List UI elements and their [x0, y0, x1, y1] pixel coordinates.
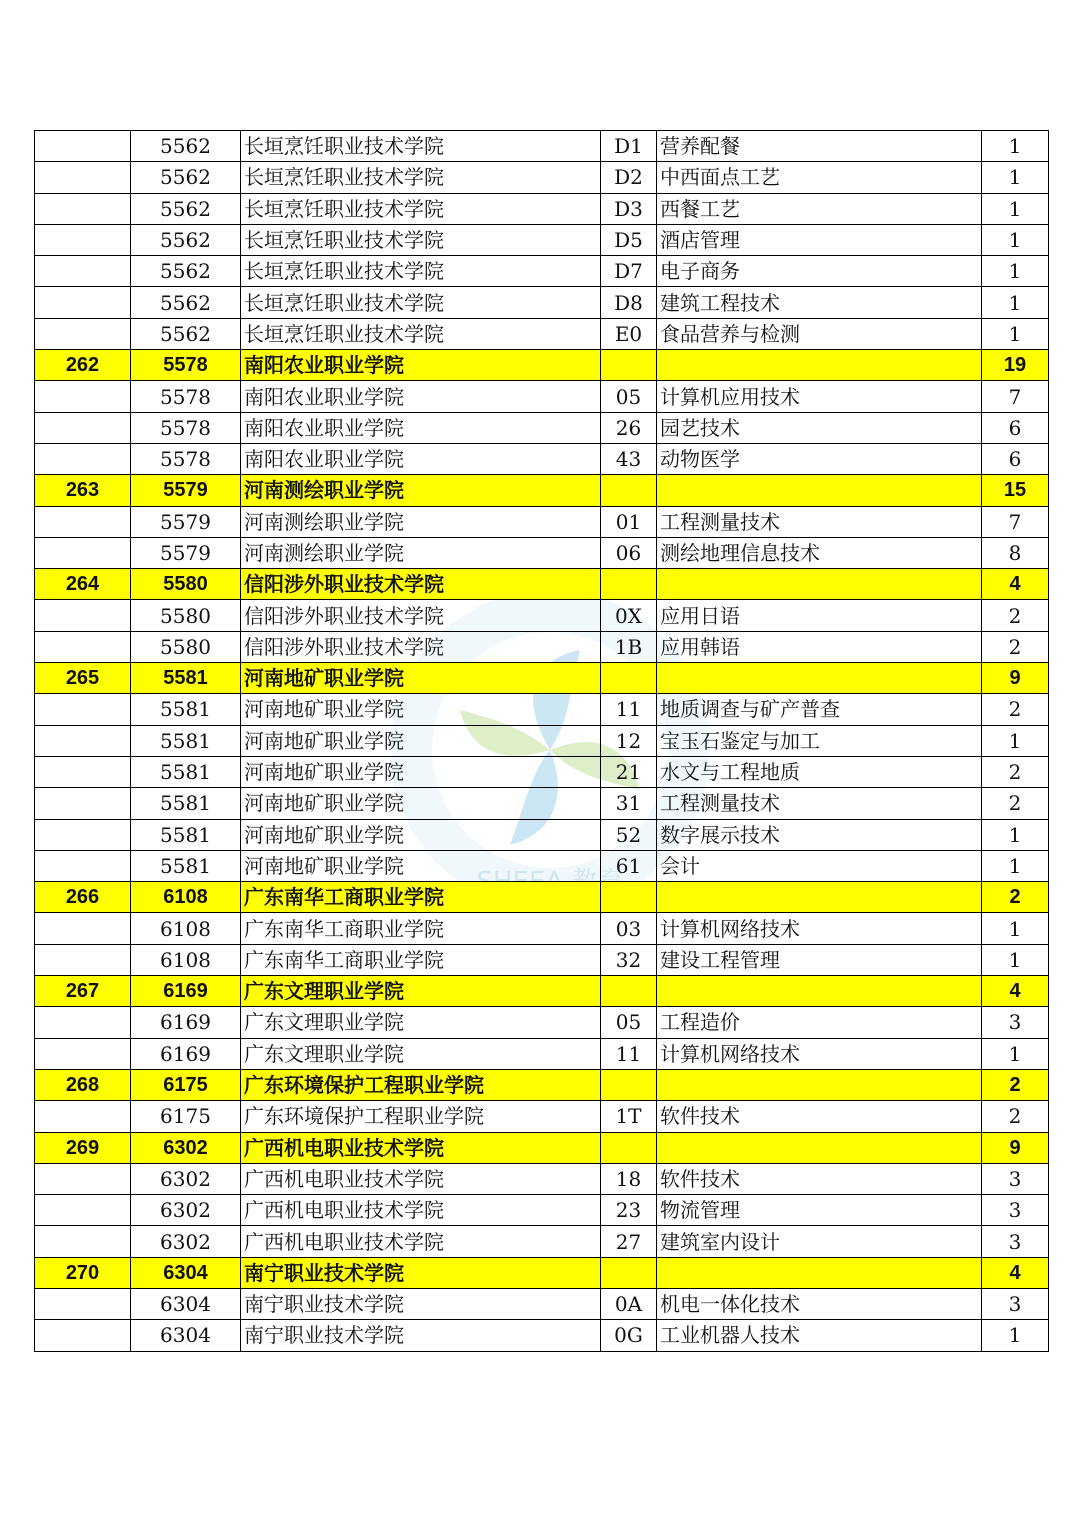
school-code-cell: 5581	[131, 756, 241, 787]
major-code-cell	[601, 882, 657, 913]
index-cell	[35, 788, 131, 819]
school-name-cell: 南阳农业职业学院	[241, 443, 601, 474]
school-code-cell: 6304	[131, 1257, 241, 1288]
quota-count-cell: 2	[982, 756, 1049, 787]
school-code-cell: 6169	[131, 1007, 241, 1038]
major-name-cell: 食品营养与检测	[657, 318, 982, 349]
major-row	[35, 1320, 1049, 1351]
major-name-cell: 酒店管理	[657, 224, 982, 255]
major-code-cell: 05	[601, 1007, 657, 1038]
school-code-cell: 6175	[131, 1069, 241, 1100]
school-code-cell: 5579	[131, 475, 241, 506]
major-code-cell: 0X	[601, 600, 657, 631]
index-cell	[35, 506, 131, 537]
index-cell	[35, 381, 131, 412]
major-row	[35, 694, 1049, 725]
major-name-cell: 建筑室内设计	[657, 1226, 982, 1257]
school-name-cell: 河南地矿职业学院	[241, 725, 601, 756]
major-row	[35, 224, 1049, 255]
school-code-cell: 5580	[131, 600, 241, 631]
quota-count-cell: 3	[982, 1007, 1049, 1038]
major-name-cell: 西餐工艺	[657, 193, 982, 224]
quota-count-cell: 1	[982, 725, 1049, 756]
quota-count-cell: 1	[982, 1320, 1049, 1351]
quota-count-cell: 1	[982, 287, 1049, 318]
major-name-cell: 计算机网络技术	[657, 1038, 982, 1069]
school-summary-row	[35, 1257, 1049, 1288]
school-summary-row	[35, 882, 1049, 913]
major-row	[35, 1038, 1049, 1069]
school-name-cell: 南阳农业职业学院	[241, 412, 601, 443]
school-code-cell: 5578	[131, 443, 241, 474]
school-name-cell: 广东南华工商职业学院	[241, 944, 601, 975]
school-name-cell: 长垣烹饪职业技术学院	[241, 162, 601, 193]
major-name-cell	[657, 1257, 982, 1288]
school-summary-row	[35, 663, 1049, 694]
major-code-cell: 27	[601, 1226, 657, 1257]
index-cell	[35, 1288, 131, 1319]
school-name-cell: 长垣烹饪职业技术学院	[241, 131, 601, 162]
quota-count-cell: 1	[982, 913, 1049, 944]
major-code-cell: 1B	[601, 631, 657, 662]
major-row	[35, 412, 1049, 443]
major-name-cell: 工业机器人技术	[657, 1320, 982, 1351]
major-row	[35, 1226, 1049, 1257]
major-row	[35, 287, 1049, 318]
school-code-cell: 5579	[131, 506, 241, 537]
school-name-cell: 河南地矿职业学院	[241, 694, 601, 725]
index-cell: 270	[35, 1257, 131, 1288]
quota-count-cell: 3	[982, 1288, 1049, 1319]
index-cell	[35, 1101, 131, 1132]
major-code-cell: 61	[601, 850, 657, 881]
school-code-cell: 6108	[131, 944, 241, 975]
school-code-cell: 5562	[131, 256, 241, 287]
major-row	[35, 756, 1049, 787]
school-code-cell: 5581	[131, 725, 241, 756]
school-code-cell: 5562	[131, 318, 241, 349]
index-cell	[35, 537, 131, 568]
major-name-cell	[657, 663, 982, 694]
school-code-cell: 6302	[131, 1195, 241, 1226]
index-cell	[35, 287, 131, 318]
major-name-cell: 电子商务	[657, 256, 982, 287]
quota-count-cell: 1	[982, 819, 1049, 850]
index-cell	[35, 443, 131, 474]
major-name-cell: 软件技术	[657, 1101, 982, 1132]
major-code-cell	[601, 1132, 657, 1163]
major-name-cell: 地质调查与矿产普查	[657, 694, 982, 725]
major-name-cell: 水文与工程地质	[657, 756, 982, 787]
quota-count-cell: 3	[982, 1163, 1049, 1194]
index-cell: 269	[35, 1132, 131, 1163]
major-row	[35, 788, 1049, 819]
school-name-cell: 长垣烹饪职业技术学院	[241, 224, 601, 255]
major-code-cell	[601, 350, 657, 381]
school-name-cell: 长垣烹饪职业技术学院	[241, 193, 601, 224]
school-name-cell: 广东环境保护工程职业学院	[241, 1101, 601, 1132]
major-row	[35, 631, 1049, 662]
major-row	[35, 944, 1049, 975]
index-cell	[35, 819, 131, 850]
major-name-cell: 园艺技术	[657, 412, 982, 443]
index-cell: 268	[35, 1069, 131, 1100]
major-row	[35, 1007, 1049, 1038]
school-summary-row	[35, 569, 1049, 600]
school-name-cell: 河南地矿职业学院	[241, 819, 601, 850]
major-code-cell: 31	[601, 788, 657, 819]
school-code-cell: 5562	[131, 287, 241, 318]
school-code-cell: 5580	[131, 569, 241, 600]
index-cell	[35, 631, 131, 662]
school-code-cell: 6302	[131, 1226, 241, 1257]
major-row	[35, 443, 1049, 474]
school-name-cell: 长垣烹饪职业技术学院	[241, 287, 601, 318]
major-name-cell: 测绘地理信息技术	[657, 537, 982, 568]
major-code-cell: D8	[601, 287, 657, 318]
major-name-cell	[657, 569, 982, 600]
major-code-cell	[601, 569, 657, 600]
major-code-cell: 52	[601, 819, 657, 850]
table-body	[35, 131, 1049, 1352]
index-cell	[35, 725, 131, 756]
school-code-cell: 6304	[131, 1288, 241, 1319]
quota-count-cell: 1	[982, 162, 1049, 193]
index-cell	[35, 694, 131, 725]
major-row	[35, 600, 1049, 631]
school-name-cell: 长垣烹饪职业技术学院	[241, 318, 601, 349]
index-cell	[35, 600, 131, 631]
quota-count-cell: 9	[982, 1132, 1049, 1163]
major-name-cell: 应用韩语	[657, 631, 982, 662]
quota-count-cell: 1	[982, 131, 1049, 162]
major-code-cell: 26	[601, 412, 657, 443]
school-name-cell: 河南地矿职业学院	[241, 756, 601, 787]
index-cell: 267	[35, 976, 131, 1007]
school-code-cell: 5562	[131, 162, 241, 193]
index-cell: 264	[35, 569, 131, 600]
school-name-cell: 广西机电职业技术学院	[241, 1195, 601, 1226]
school-name-cell: 广东南华工商职业学院	[241, 882, 601, 913]
major-row	[35, 162, 1049, 193]
major-code-cell: 23	[601, 1195, 657, 1226]
major-code-cell: 43	[601, 443, 657, 474]
major-name-cell: 营养配餐	[657, 131, 982, 162]
school-code-cell: 5579	[131, 537, 241, 568]
school-name-cell: 信阳涉外职业技术学院	[241, 600, 601, 631]
quota-count-cell: 2	[982, 788, 1049, 819]
major-name-cell: 建设工程管理	[657, 944, 982, 975]
school-name-cell: 广东环境保护工程职业学院	[241, 1069, 601, 1100]
quota-count-cell: 3	[982, 1195, 1049, 1226]
school-code-cell: 6302	[131, 1132, 241, 1163]
major-code-cell: 01	[601, 506, 657, 537]
school-code-cell: 5580	[131, 631, 241, 662]
major-code-cell: 0A	[601, 1288, 657, 1319]
index-cell: 263	[35, 475, 131, 506]
index-cell	[35, 913, 131, 944]
major-row	[35, 381, 1049, 412]
quota-count-cell: 15	[982, 475, 1049, 506]
major-code-cell: 32	[601, 944, 657, 975]
major-name-cell	[657, 1069, 982, 1100]
major-code-cell	[601, 1257, 657, 1288]
major-code-cell: 06	[601, 537, 657, 568]
school-name-cell: 信阳涉外职业技术学院	[241, 569, 601, 600]
major-name-cell	[657, 350, 982, 381]
school-code-cell: 5578	[131, 350, 241, 381]
major-code-cell: D3	[601, 193, 657, 224]
school-code-cell: 6108	[131, 913, 241, 944]
major-row	[35, 819, 1049, 850]
school-summary-row	[35, 350, 1049, 381]
quota-count-cell: 2	[982, 1101, 1049, 1132]
major-row	[35, 1288, 1049, 1319]
quota-count-cell: 2	[982, 600, 1049, 631]
index-cell	[35, 850, 131, 881]
school-code-cell: 5581	[131, 819, 241, 850]
school-code-cell: 5562	[131, 193, 241, 224]
major-code-cell: D2	[601, 162, 657, 193]
quota-count-cell: 7	[982, 381, 1049, 412]
school-name-cell: 河南测绘职业学院	[241, 537, 601, 568]
index-cell	[35, 162, 131, 193]
major-name-cell: 中西面点工艺	[657, 162, 982, 193]
quota-count-cell: 8	[982, 537, 1049, 568]
school-name-cell: 南宁职业技术学院	[241, 1288, 601, 1319]
school-code-cell: 5562	[131, 224, 241, 255]
quota-count-cell: 6	[982, 412, 1049, 443]
school-name-cell: 河南地矿职业学院	[241, 663, 601, 694]
quota-count-cell: 2	[982, 882, 1049, 913]
quota-count-cell: 2	[982, 631, 1049, 662]
school-name-cell: 长垣烹饪职业技术学院	[241, 256, 601, 287]
index-cell	[35, 224, 131, 255]
quota-count-cell: 1	[982, 850, 1049, 881]
quota-count-cell: 4	[982, 976, 1049, 1007]
major-row	[35, 537, 1049, 568]
school-summary-row	[35, 976, 1049, 1007]
index-cell: 265	[35, 663, 131, 694]
school-code-cell: 6304	[131, 1320, 241, 1351]
school-name-cell: 信阳涉外职业技术学院	[241, 631, 601, 662]
major-code-cell	[601, 663, 657, 694]
index-cell	[35, 1195, 131, 1226]
school-name-cell: 南阳农业职业学院	[241, 381, 601, 412]
quota-count-cell: 1	[982, 318, 1049, 349]
major-name-cell	[657, 1132, 982, 1163]
major-name-cell: 计算机网络技术	[657, 913, 982, 944]
index-cell	[35, 756, 131, 787]
major-name-cell	[657, 976, 982, 1007]
index-cell: 266	[35, 882, 131, 913]
quota-count-cell: 1	[982, 256, 1049, 287]
index-cell	[35, 1038, 131, 1069]
index-cell: 262	[35, 350, 131, 381]
school-name-cell: 南宁职业技术学院	[241, 1257, 601, 1288]
school-name-cell: 南宁职业技术学院	[241, 1320, 601, 1351]
major-code-cell: 03	[601, 913, 657, 944]
school-name-cell: 广东文理职业学院	[241, 976, 601, 1007]
major-name-cell: 动物医学	[657, 443, 982, 474]
index-cell	[35, 193, 131, 224]
major-row	[35, 256, 1049, 287]
school-name-cell: 河南地矿职业学院	[241, 788, 601, 819]
major-name-cell: 数字展示技术	[657, 819, 982, 850]
major-row	[35, 913, 1049, 944]
school-code-cell: 5578	[131, 412, 241, 443]
school-name-cell: 南阳农业职业学院	[241, 350, 601, 381]
school-name-cell: 广西机电职业技术学院	[241, 1132, 601, 1163]
school-code-cell: 6169	[131, 976, 241, 1007]
index-cell	[35, 256, 131, 287]
school-code-cell: 6108	[131, 882, 241, 913]
index-cell	[35, 1007, 131, 1038]
major-row	[35, 1163, 1049, 1194]
school-code-cell: 5581	[131, 663, 241, 694]
major-code-cell	[601, 1069, 657, 1100]
major-name-cell: 计算机应用技术	[657, 381, 982, 412]
major-code-cell: 05	[601, 381, 657, 412]
major-name-cell: 工程造价	[657, 1007, 982, 1038]
quota-count-cell: 9	[982, 663, 1049, 694]
school-code-cell: 5581	[131, 850, 241, 881]
major-name-cell	[657, 882, 982, 913]
school-name-cell: 河南地矿职业学院	[241, 850, 601, 881]
major-name-cell: 机电一体化技术	[657, 1288, 982, 1319]
major-name-cell: 建筑工程技术	[657, 287, 982, 318]
index-cell	[35, 1226, 131, 1257]
quota-count-cell: 1	[982, 224, 1049, 255]
quota-count-cell: 1	[982, 944, 1049, 975]
major-code-cell	[601, 976, 657, 1007]
school-summary-row	[35, 1069, 1049, 1100]
major-name-cell: 物流管理	[657, 1195, 982, 1226]
major-code-cell: 21	[601, 756, 657, 787]
major-row	[35, 850, 1049, 881]
major-row	[35, 725, 1049, 756]
school-code-cell: 6175	[131, 1101, 241, 1132]
school-code-cell: 6169	[131, 1038, 241, 1069]
index-cell	[35, 131, 131, 162]
index-cell	[35, 944, 131, 975]
major-name-cell: 应用日语	[657, 600, 982, 631]
major-name-cell	[657, 475, 982, 506]
major-row	[35, 131, 1049, 162]
major-code-cell: 0G	[601, 1320, 657, 1351]
index-cell	[35, 318, 131, 349]
major-code-cell: 18	[601, 1163, 657, 1194]
quota-count-cell: 4	[982, 569, 1049, 600]
quota-count-cell: 7	[982, 506, 1049, 537]
major-name-cell: 宝玉石鉴定与加工	[657, 725, 982, 756]
school-name-cell: 广东文理职业学院	[241, 1007, 601, 1038]
school-code-cell: 5581	[131, 694, 241, 725]
major-name-cell: 工程测量技术	[657, 506, 982, 537]
school-code-cell: 5581	[131, 788, 241, 819]
major-code-cell: 12	[601, 725, 657, 756]
major-row	[35, 506, 1049, 537]
major-row	[35, 193, 1049, 224]
major-code-cell: E0	[601, 318, 657, 349]
major-row	[35, 1101, 1049, 1132]
major-code-cell: 11	[601, 1038, 657, 1069]
school-name-cell: 河南测绘职业学院	[241, 506, 601, 537]
school-name-cell: 广西机电职业技术学院	[241, 1226, 601, 1257]
quota-count-cell: 19	[982, 350, 1049, 381]
major-code-cell: 11	[601, 694, 657, 725]
major-name-cell: 工程测量技术	[657, 788, 982, 819]
school-name-cell: 河南测绘职业学院	[241, 475, 601, 506]
school-code-cell: 6302	[131, 1163, 241, 1194]
school-summary-row	[35, 1132, 1049, 1163]
major-code-cell: 1T	[601, 1101, 657, 1132]
index-cell	[35, 1163, 131, 1194]
admissions-table	[34, 130, 1049, 1352]
quota-count-cell: 1	[982, 193, 1049, 224]
school-name-cell: 广东文理职业学院	[241, 1038, 601, 1069]
major-code-cell: D1	[601, 131, 657, 162]
index-cell	[35, 1320, 131, 1351]
school-code-cell: 5562	[131, 131, 241, 162]
major-name-cell: 软件技术	[657, 1163, 982, 1194]
quota-count-cell: 3	[982, 1226, 1049, 1257]
quota-count-cell: 1	[982, 1038, 1049, 1069]
major-code-cell	[601, 475, 657, 506]
quota-count-cell: 2	[982, 694, 1049, 725]
quota-count-cell: 2	[982, 1069, 1049, 1100]
quota-count-cell: 4	[982, 1257, 1049, 1288]
major-name-cell: 会计	[657, 850, 982, 881]
major-row	[35, 318, 1049, 349]
major-code-cell: D5	[601, 224, 657, 255]
school-summary-row	[35, 475, 1049, 506]
school-code-cell: 5578	[131, 381, 241, 412]
index-cell	[35, 412, 131, 443]
quota-count-cell: 6	[982, 443, 1049, 474]
major-code-cell: D7	[601, 256, 657, 287]
major-row	[35, 1195, 1049, 1226]
school-name-cell: 广东南华工商职业学院	[241, 913, 601, 944]
school-name-cell: 广西机电职业技术学院	[241, 1163, 601, 1194]
